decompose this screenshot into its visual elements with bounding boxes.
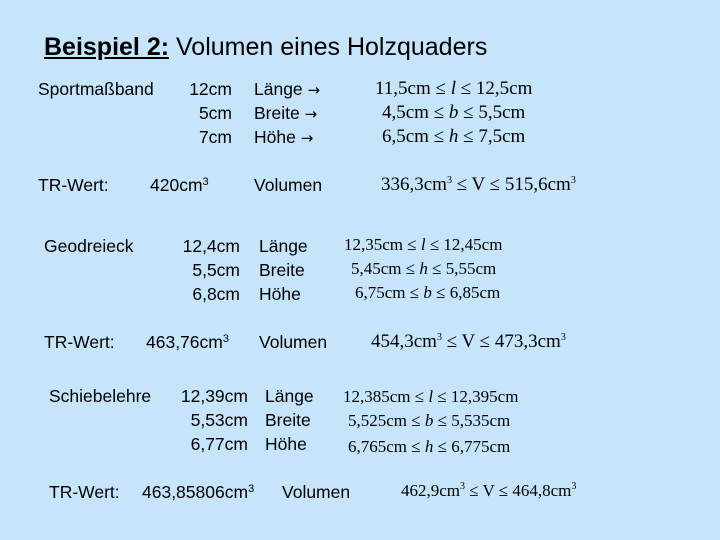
dim-hoehe: Höhe bbox=[254, 127, 296, 147]
dim-label bbox=[254, 129, 313, 147]
dim-laenge: Länge bbox=[254, 79, 303, 99]
tool-name-sportmass: Sportmaßband bbox=[38, 79, 154, 99]
dim-label bbox=[254, 81, 320, 99]
range-length: 12,35cm ≤ l ≤ 12,45cm bbox=[344, 235, 503, 254]
measure-height: 6,77cm bbox=[190, 434, 248, 454]
title-label: Beispiel 2: bbox=[44, 33, 170, 61]
tr-label: TR-Wert: bbox=[49, 482, 120, 502]
dim-breite: Breite bbox=[259, 260, 305, 280]
measure-width: 5,53cm bbox=[190, 410, 248, 430]
range-length: 12,385cm ≤ l ≤ 12,395cm bbox=[343, 387, 519, 406]
volume-label: Volumen bbox=[254, 175, 323, 195]
volume-range: $462,9cm^3 \le V \le 464,8cm^3$ bbox=[401, 481, 577, 500]
measure-height: 7cm bbox=[198, 127, 232, 147]
tr-label: TR-Wert: bbox=[44, 332, 115, 352]
measure-length: 12,4cm bbox=[182, 236, 240, 256]
measure-length: 12,39cm bbox=[180, 386, 248, 406]
dim-laenge: Länge bbox=[265, 386, 314, 406]
range-height: 6,5cm ≤ h ≤ 7,5cm bbox=[382, 126, 526, 147]
range-width: 5,525cm ≤ b ≤ 5,535cm bbox=[348, 411, 511, 430]
measure-height: 6,8cm bbox=[192, 284, 240, 304]
dim-breite: Breite bbox=[254, 103, 300, 123]
volume-label: Volumen bbox=[259, 332, 328, 352]
range-height: 6,765cm ≤ h ≤ 6,775cm bbox=[348, 437, 511, 456]
volume-label: Volumen bbox=[282, 482, 351, 502]
arrow-right-icon: → bbox=[307, 81, 321, 99]
measure-width: 5,5cm bbox=[192, 260, 240, 280]
title-text: Volumen eines Holzquaders bbox=[176, 33, 488, 61]
dim-hoehe: Höhe bbox=[265, 434, 307, 454]
tool-name-schiebelehre: Schiebelehre bbox=[49, 386, 152, 406]
tr-label: TR-Wert: bbox=[38, 175, 109, 195]
tool-name-geodreieck: Geodreieck bbox=[44, 236, 134, 256]
tr-value: $420cm^3$ bbox=[150, 175, 209, 195]
dim-hoehe: Höhe bbox=[259, 284, 301, 304]
measure-width: 5cm bbox=[198, 103, 232, 123]
dim-breite: Breite bbox=[265, 410, 311, 430]
arrow-right-icon: → bbox=[300, 129, 314, 147]
range-width: 4,5cm ≤ b ≤ 5,5cm bbox=[382, 102, 526, 123]
tr-value: $463,85806cm^3$ bbox=[142, 482, 255, 502]
range-length: 11,5cm ≤ l ≤ 12,5cm bbox=[375, 78, 533, 99]
arrow-right-icon: → bbox=[304, 105, 318, 123]
volume-range: $454,3cm^3 \le V \le 473,3cm^3$ bbox=[371, 331, 566, 352]
dim-laenge: Länge bbox=[259, 236, 308, 256]
tr-value: $463,76cm^3$ bbox=[146, 332, 229, 352]
measure-length: 12cm bbox=[189, 79, 232, 99]
range-height: 6,75cm ≤ b ≤ 6,85cm bbox=[355, 283, 501, 302]
dim-label bbox=[254, 105, 317, 123]
range-width: 5,45cm ≤ h ≤ 5,55cm bbox=[351, 259, 497, 278]
page-title bbox=[44, 35, 487, 60]
volume-range: $336,3cm^3 \le V \le 515,6cm^3$ bbox=[381, 174, 576, 195]
